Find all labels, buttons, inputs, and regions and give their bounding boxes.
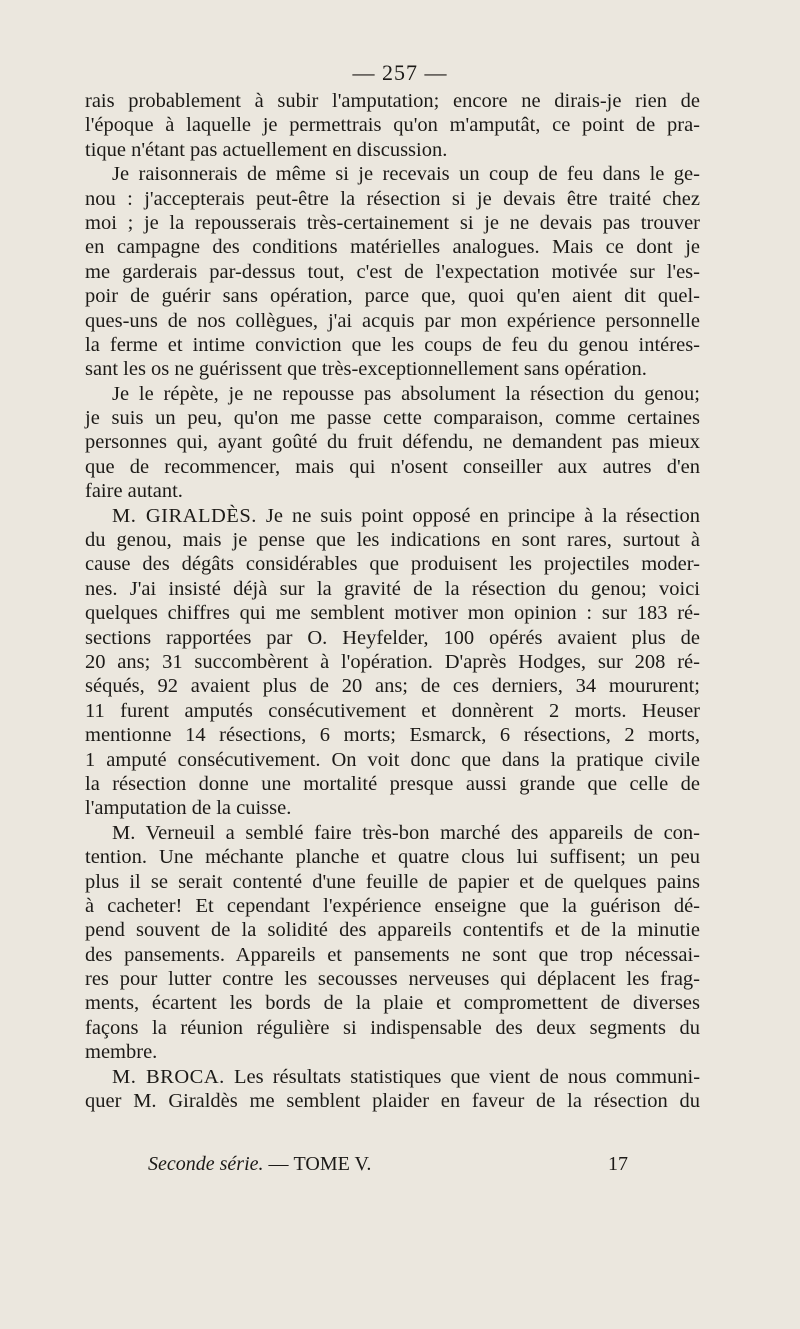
text-line: la résection donne une mortalité presque aussi grande que celle de [85,772,700,795]
text-line: façons la réunion régulière si indispensable des deux segments du [85,1016,700,1039]
text-line: poir de guérir sans opération, parce que, quoi qu'en aient dit quel- [85,285,700,308]
text-line: 1 amputé consécutivement. On voit donc que dans la pratique civile [85,748,700,771]
paragraph [85,162,700,382]
text-line: des pansements. Appareils et pansements ne sont que trop nécessai- [85,943,700,966]
text-line: ments, écartent les bords de la plaie et compromettent de diverses [85,992,700,1015]
text-line [85,1065,700,1089]
text-line: moi ; je la repousserais très-certainement si je ne devais pas trouver [85,211,700,234]
text-line: tention. Une méchante planche et quatre clous lui suffisent; un peu [85,846,700,869]
series-label: Seconde série. [148,1153,264,1175]
text-line: je suis un peu, qu'on me passe cette comparaison, comme certaines [85,407,700,430]
page-number: — 257 — [352,60,448,85]
text-line: faire autant. [85,480,183,503]
text-line: sant les os ne guérissent que très-exceptionnellement sans opération. [85,358,647,381]
paragraph [85,89,700,162]
paragraph [85,504,700,821]
text-line: pend souvent de la solidité des appareils contentifs et de la minutie [85,919,700,942]
text-line: rais probablement à subir l'amputation; encore ne dirais-je rien de [85,90,700,112]
text-line: mentionne 14 résections, 6 morts; Esmarck, 6 résections, 2 morts, [85,724,700,747]
footer-dash: — [268,1153,289,1175]
footer-series-info [148,1153,371,1176]
text-line: ques-uns de nos collègues, j'ai acquis par mon expérience personnelle [85,309,700,332]
text-line: 20 ans; 31 succombèrent à l'opération. D'après Hodges, sur 208 ré- [85,650,700,673]
text-line: nes. J'ai insisté déjà sur la gravité de la résection du genou; voici [85,577,700,600]
text-line: séqués, 92 avaient plus de 20 ans; de ces derniers, 34 moururent; [85,675,700,698]
paragraph [85,821,700,1065]
text-line: Je raisonnerais de même si je recevais un coup de feu dans le ge- [112,163,700,186]
text-line: en campagne des conditions matérielles analogues. Mais ce dont je [85,236,700,259]
page-footer [148,1153,628,1176]
text-line: Je le répète, je ne repousse pas absolument la résection du genou; [112,382,700,405]
text-fragment: Les résultats statistiques que vient de nous communi- [233,1065,701,1088]
text-line: quelques chiffres qui me semblent motiver mon opinion : sur 183 ré- [85,602,700,625]
text-line: res pour lutter contre les secousses nerveuses qui déplacent les frag- [85,968,700,991]
text-line: 11 furent amputés consécutivement et donnèrent 2 morts. Heuser [85,699,700,722]
paragraph [85,1065,700,1114]
text-line: sections rapportées par O. Heyfelder, 100 opérés avaient plus de [85,626,700,649]
text-line: nou : j'accepterais peut-être la résection si je devais être traité chez [85,187,700,210]
text-line: la ferme et intime conviction que les coups de feu du genou intéres- [85,333,700,356]
paragraph [85,382,700,504]
speaker-name: M. GIRALDÈS. [112,504,257,527]
text-line: l'époque à laquelle je permettrais qu'on m'amputât, ce point de pra- [85,114,700,137]
text-line: quer M. Giraldès me semblent plaider en faveur de la résection du [85,1090,700,1113]
body-text [85,89,700,1113]
text-line: personnes qui, ayant goûté du fruit défendu, ne demandent pas mieux [85,431,700,454]
text-line [85,504,700,528]
tome-label: TOME V. [293,1153,372,1175]
text-line: me garderais par-dessus tout, c'est de l'expectation motivée sur l'es- [85,260,700,283]
text-line: à cacheter! Et cependant l'expérience enseigne que la guérison dé- [85,894,700,917]
text-line: tique n'étant pas actuellement en discussion. [85,138,448,161]
text-line: membre. [85,1041,158,1064]
text-line: que de recommencer, mais qui n'osent conseiller aux autres d'en [85,455,700,478]
text-line: plus il se serait contenté d'une feuille de papier et de quelques pains [85,870,700,893]
text-line: cause des dégâts considérables que produisent les projectiles moder- [85,553,700,576]
text-line: M. Verneuil a semblé faire très-bon marché des appareils de con- [112,821,700,844]
text-fragment: Je ne suis point opposé en principe à la résection [265,504,701,527]
text-line: l'amputation de la cuisse. [85,797,292,820]
text-line: du genou, mais je pense que les indications en sont rares, surtout à [85,529,700,552]
speaker-name: M. BROCA. [112,1065,225,1088]
signature-mark: 17 [608,1153,628,1175]
